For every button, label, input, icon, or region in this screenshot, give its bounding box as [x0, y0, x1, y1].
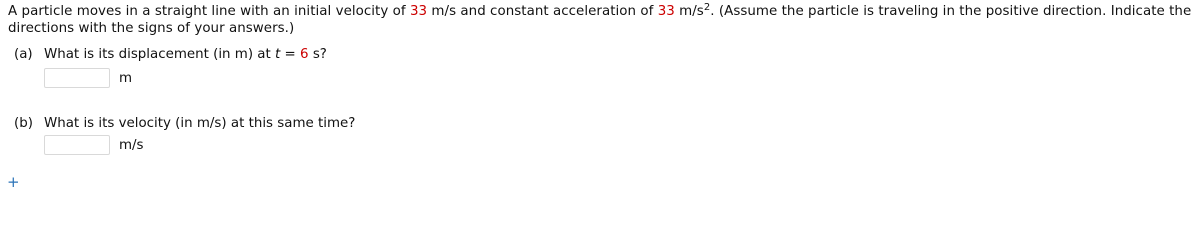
velocity-unit: m/s — [119, 137, 144, 153]
part-a-question-suffix: s? — [308, 47, 327, 62]
problem-text-3: . (Assume the particle is traveling in the positive direction. Indicate the directions with the signs of your answers.) — [8, 4, 1192, 36]
part-a-question-prefix: What is its displacement (in m) at — [44, 47, 276, 62]
part-b-question-text: What is its velocity (in m/s) at this same time? — [44, 116, 356, 131]
acceleration-exponent: 2 — [703, 2, 711, 13]
part-a-question — [14, 46, 327, 63]
acceleration-unit: m/s — [674, 4, 704, 19]
time-value: 6 — [300, 47, 309, 62]
problem-text-1: A particle moves in a straight line with an initial velocity of — [8, 4, 410, 19]
part-b-label: (b) — [14, 116, 33, 131]
initial-velocity-value: 33 — [409, 4, 428, 19]
acceleration-value: 33 — [657, 4, 675, 19]
expand-plus-icon[interactable]: + — [7, 173, 20, 191]
part-b-answer-row — [44, 133, 144, 157]
displacement-unit: m — [119, 70, 133, 86]
part-a-label: (a) — [14, 47, 33, 62]
problem-statement — [8, 3, 1194, 37]
part-b-question — [14, 115, 355, 132]
time-variable: t — [275, 47, 281, 62]
problem-text-2: m/s and constant acceleration of — [427, 4, 658, 19]
displacement-answer-input[interactable] — [44, 68, 110, 88]
velocity-answer-input[interactable] — [44, 135, 110, 155]
equals-sign: = — [280, 47, 301, 62]
part-a-answer-row — [44, 66, 132, 90]
